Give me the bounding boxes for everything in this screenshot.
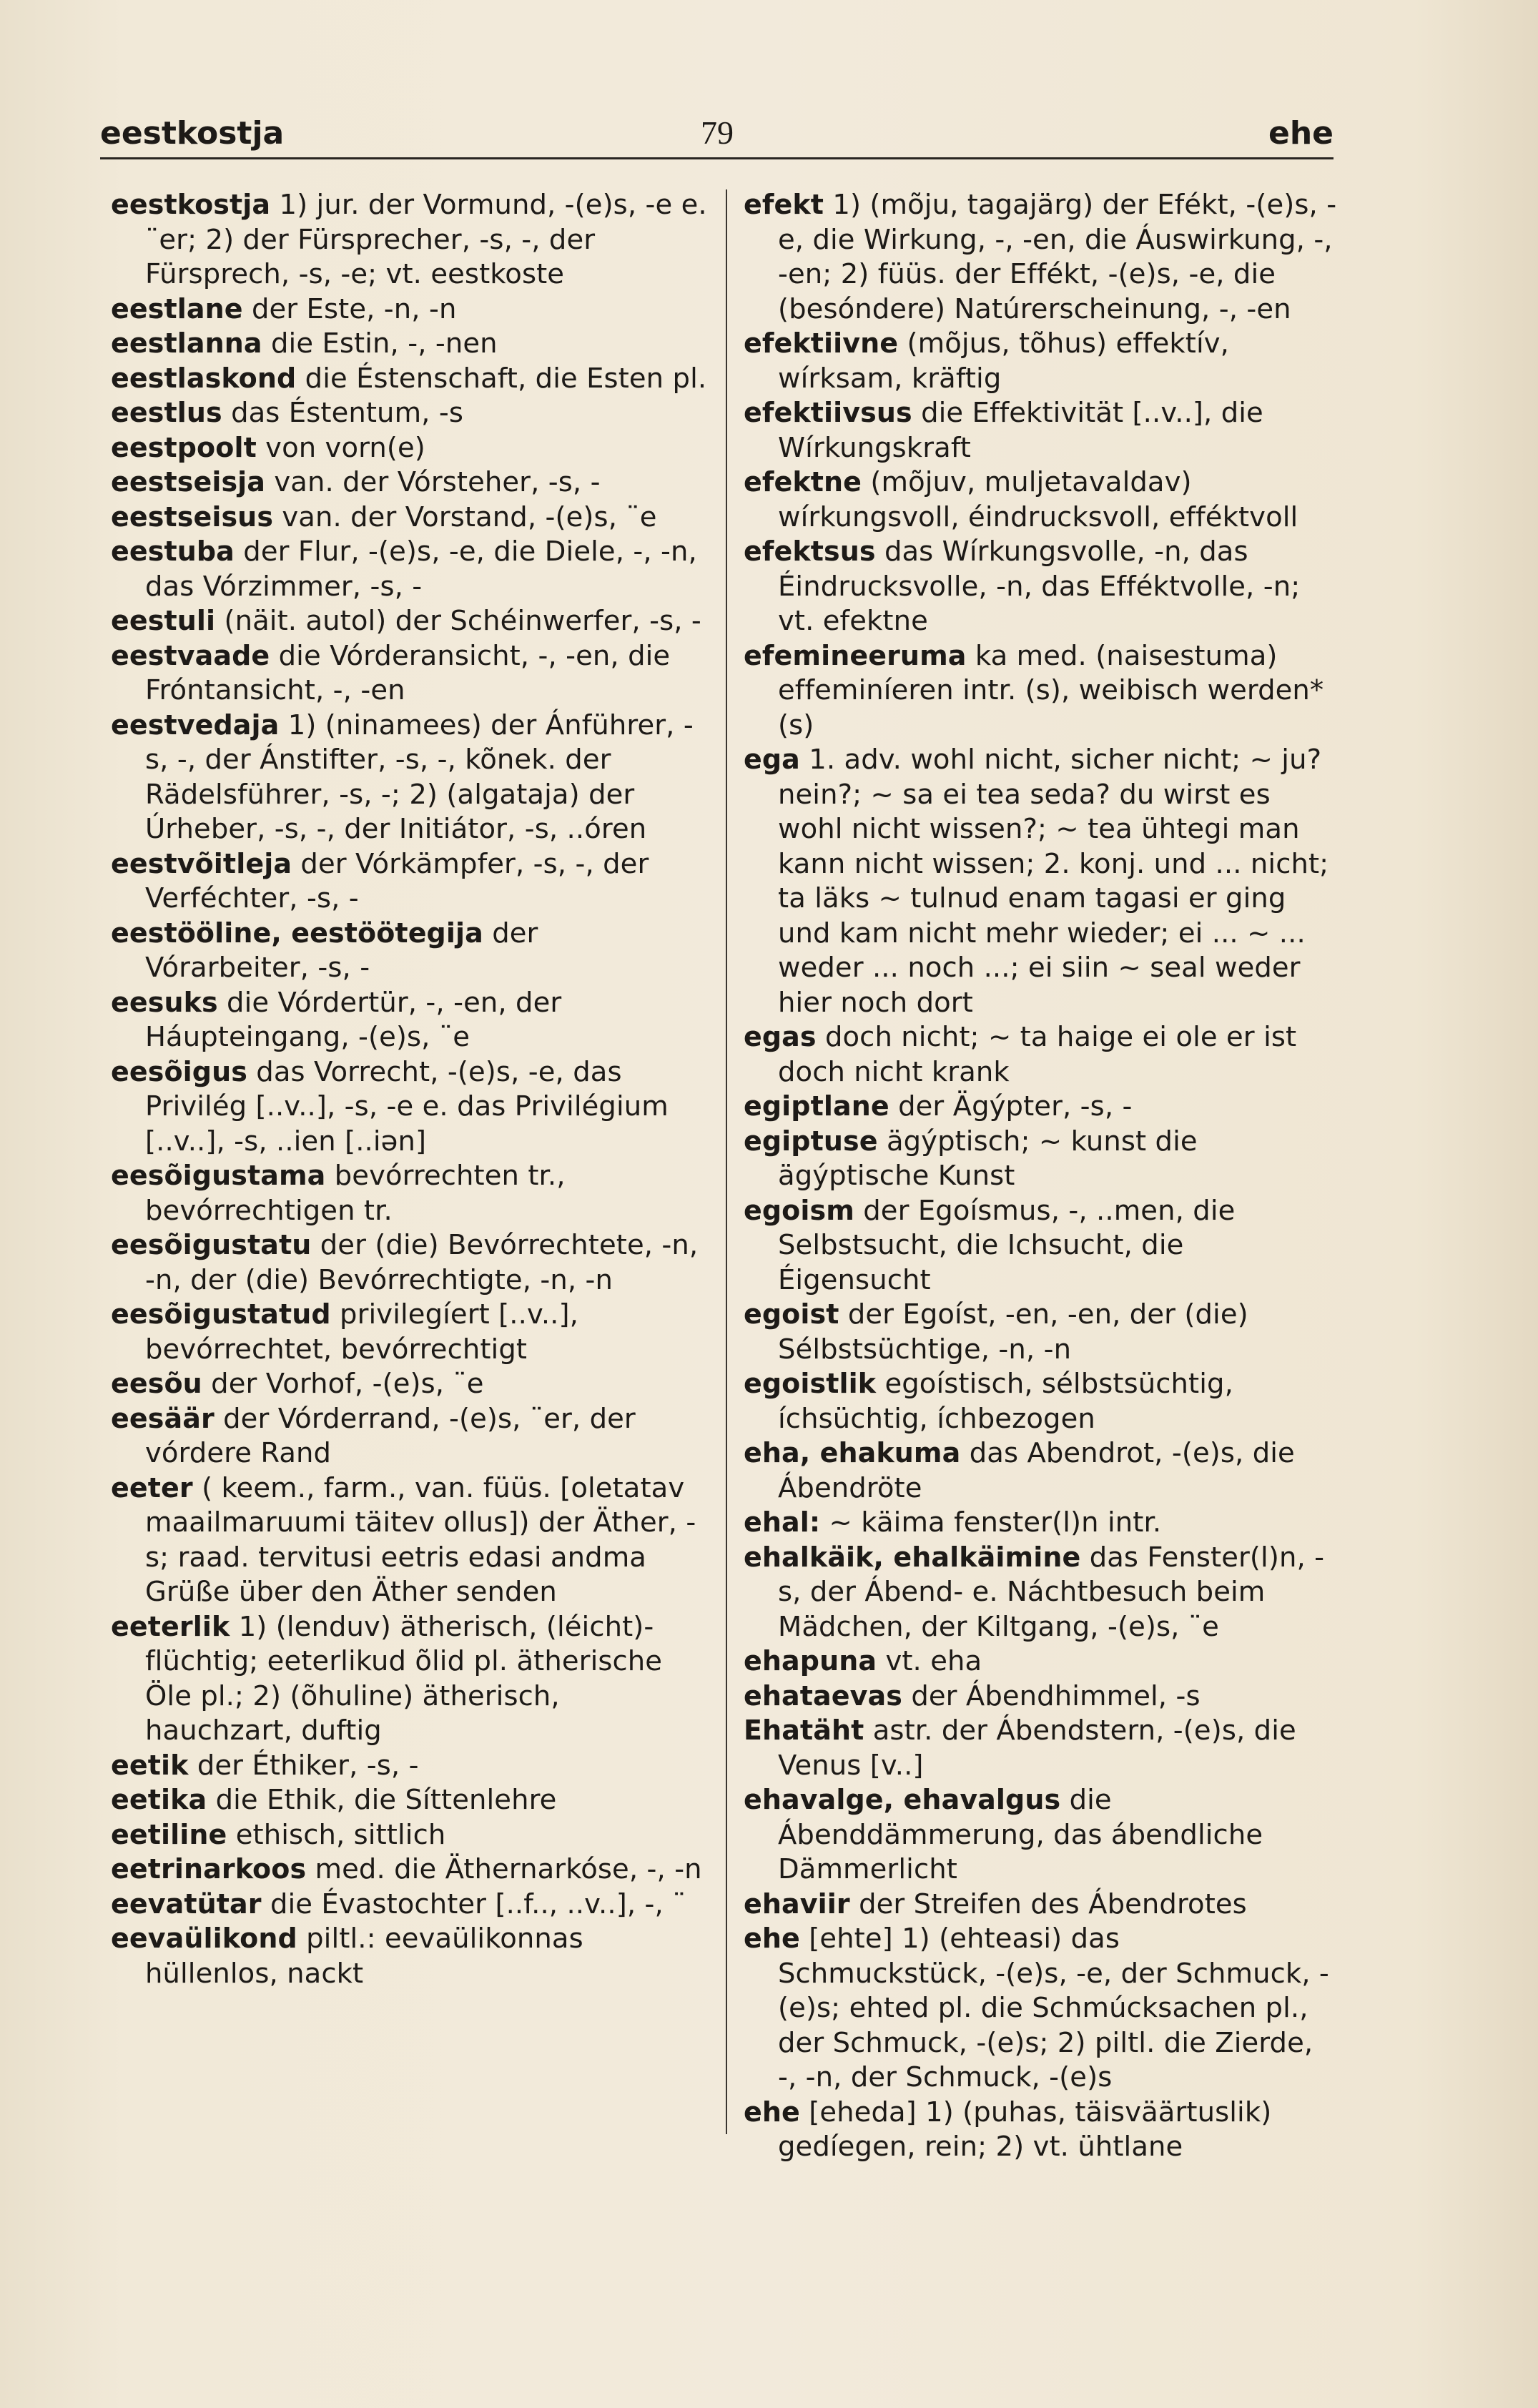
entry-headword: efemineeruma (744, 639, 967, 671)
dictionary-entry (111, 1782, 708, 1817)
entry-headword: ehe (744, 1923, 800, 1954)
entry-definition: piltl.: eevaülikonnas hüllenlos, nackt (145, 1923, 583, 1990)
dictionary-entry (744, 1644, 1337, 1679)
entry-definition: ka med. (naisestuma) effeminíeren intr. (s), weibisch werden* (s) (778, 639, 1324, 741)
entry-headword: ehaviir (744, 1888, 850, 1920)
entry-definition: das Abendrot, -(e)s, die Ábendröte (778, 1437, 1295, 1504)
entry-headword: ehalkäik, ehalkäimine (744, 1541, 1081, 1573)
entry-definition: der Vorhof, -(e)s, ¨e (202, 1368, 484, 1400)
dictionary-entry (111, 1228, 708, 1297)
dictionary-entry (744, 2095, 1337, 2164)
entry-headword: eetika (111, 1784, 207, 1815)
entry-headword: eesuks (111, 986, 218, 1018)
entry-headword: Ehatäht (744, 1714, 864, 1746)
entry-headword: eestvõitleja (111, 847, 292, 879)
entry-definition: [eheda] 1) (puhas, täisväärtuslik) gedíegen, rein; 2) vt. ühtlane (778, 2096, 1272, 2163)
dictionary-entry (744, 187, 1337, 326)
entry-headword: eesõu (111, 1368, 202, 1399)
entry-definition: der Vórderrand, -(e)s, ¨er, der vórdere Rand (145, 1402, 636, 1469)
dictionary-entry (111, 500, 708, 535)
dictionary-entry (744, 1505, 1337, 1540)
entry-headword: ehataevas (744, 1679, 902, 1712)
entry-definition: (mõjus, tõhus) effektív, wírksam, kräftig (778, 327, 1229, 395)
entry-definition: die Ethik, die Síttenlehre (207, 1784, 557, 1816)
entry-definition: der (die) Bevórrechtete, -n, -n, der (die) Bevórrechtigte, -n, -n (145, 1229, 699, 1296)
dictionary-entry (744, 1124, 1337, 1193)
dictionary-entry (111, 1817, 708, 1852)
entry-headword: eestpoolt (111, 431, 257, 463)
entry-definition: die Estin, -, -nen (262, 327, 498, 360)
entry-definition: privilegíert [..v..], bevórrechtet, bevórrechtigt (145, 1298, 578, 1366)
entry-headword: ehal: (744, 1506, 821, 1538)
entry-definition: der Vórarbeiter, -s, - (145, 917, 538, 984)
entry-definition: (mõjuv, muljetavaldav) wírkungsvoll, éindrucksvoll, efféktvoll (778, 466, 1298, 533)
dictionary-entry (744, 1436, 1337, 1505)
entry-definition: ägýptisch; ~ kunst die ägýptische Kunst (778, 1125, 1198, 1192)
entry-definition: 1) (mõju, tagajärg) der Efékt, -(e)s, -e, die Wirkung, -, -en, die Áuswirkung, -, -en; 2) füüs. der Effékt, -(e)s, -e, die (besóndere) Natúrerscheinung, -, -en (778, 189, 1337, 325)
entry-definition: die Ábenddämmerung, das ábendliche Dämmerlicht (778, 1784, 1263, 1885)
entry-definition: das Wírkungsvolle, -n, das Éindrucksvolle, -n, das Efféktvolle, -n; vt. efektne (778, 536, 1301, 637)
dictionary-entry (744, 1366, 1337, 1436)
left-column (111, 187, 708, 1990)
dictionary-entry (744, 1782, 1337, 1887)
entry-definition: die Éstenschaft, die Esten pl. (296, 362, 707, 395)
dictionary-entry (111, 1852, 708, 1887)
entry-definition: vt. eha (877, 1645, 982, 1677)
dictionary-entry (111, 1887, 708, 1922)
entry-headword: ehe (744, 2096, 800, 2128)
entry-definition: van. der Vórsteher, -s, - (265, 466, 601, 498)
header-guide-word-right: ehe (1268, 115, 1334, 152)
entry-headword: efekt (744, 189, 824, 220)
entry-definition: der Streifen des Ábendrotes (849, 1888, 1247, 1920)
entry-definition: der Este, -n, -n (242, 292, 457, 325)
dictionary-entry (744, 395, 1337, 465)
entry-headword: eesõigustatu (111, 1229, 312, 1260)
entry-definition: das Fenster(l)n, -s, der Ábend- e. Náchtbesuch beim Mädchen, der Kiltgang, -(e)s, ¨e (778, 1541, 1325, 1643)
dictionary-entry (111, 638, 708, 708)
entry-headword: eetrinarkoos (111, 1853, 307, 1885)
dictionary-entry (744, 534, 1337, 638)
entry-headword: eestkostja (111, 189, 271, 220)
entry-headword: eestuba (111, 536, 235, 567)
entry-headword: ehapuna (744, 1645, 877, 1677)
entry-definition: die Vórdertür, -, -en, der Háupteingang, -(e)s, ¨e (145, 986, 562, 1053)
dictionary-entry (111, 361, 708, 396)
entry-definition: der Flur, -(e)s, -e, die Diele, -, -n, das Vórzimmer, -s, - (145, 536, 697, 603)
entry-definition: van. der Vorstand, -(e)s, ¨e (273, 500, 657, 533)
dictionary-entry (744, 1679, 1337, 1714)
entry-definition: 1) jur. der Vormund, -(e)s, -e e. ¨er; 2) der Fürsprecher, -s, -, der Fürsprech, -s, -e; vt. eestkoste (145, 189, 707, 290)
dictionary-entry (111, 534, 708, 603)
dictionary-entry (111, 708, 708, 847)
entry-headword: egoistlik (744, 1368, 877, 1399)
dictionary-entry (744, 1193, 1337, 1298)
header-guide-word-left: eestkostja (100, 115, 285, 152)
dictionary-entry (744, 465, 1337, 534)
dictionary-entry (111, 1748, 708, 1783)
dictionary-entry (744, 1089, 1337, 1124)
entry-definition: die Évastochter [..f.., ..v..], -, ¨ (261, 1888, 686, 1920)
entry-headword: eetik (111, 1749, 189, 1781)
dictionary-entry (111, 326, 708, 361)
dictionary-entry (111, 395, 708, 430)
dictionary-entry (744, 1297, 1337, 1366)
entry-definition: die Effektivität [..v..], die Wírkungskraft (778, 397, 1263, 464)
dictionary-entry (111, 985, 708, 1055)
dictionary-entry (744, 326, 1337, 395)
dictionary-entry (744, 1921, 1337, 2095)
dictionary-entry (111, 1921, 708, 1990)
entry-headword: eestlaskond (111, 362, 297, 394)
dictionary-entry (744, 1020, 1337, 1089)
entry-definition: med. die Äthernarkóse, -, -n (306, 1853, 702, 1885)
entry-headword: eestseisus (111, 500, 274, 533)
dictionary-entry (111, 847, 708, 916)
dictionary-entry (111, 1609, 708, 1748)
entry-definition: astr. der Ábendstern, -(e)s, die Venus [v..] (778, 1714, 1296, 1782)
dictionary-entry (111, 465, 708, 500)
entry-definition: doch nicht; ~ ta haige ei ole er ist doch nicht krank (778, 1021, 1297, 1088)
entry-headword: eestööline, eestöötegija (111, 917, 483, 949)
entry-headword: efektne (744, 466, 862, 498)
entry-definition: 1) (ninamees) der Ánführer, -s, -, der Ánstifter, -s, -, kõnek. der Rädelsführer, -s, -; 2) (algataja) der Úrheber, -s, -, der Initiátor, -s, ..óren (145, 709, 694, 845)
entry-headword: ega (744, 744, 800, 775)
entry-definition: der Ábendhimmel, -s (902, 1679, 1201, 1712)
column-divider (726, 189, 727, 2134)
entry-headword: eestvedaja (111, 709, 280, 741)
dictionary-entry (111, 1297, 708, 1366)
entry-definition: von vorn(e) (256, 431, 425, 464)
dictionary-entry (744, 742, 1337, 1020)
dictionary-entry (111, 292, 708, 327)
dictionary-entry (744, 1713, 1337, 1782)
entry-definition: ( keem., farm., van. füüs. [oletatav maailmaruumi täitev ollus]) der Äther, -s; raad. tervitusi eetris edasi andma Grüße über den Äther senden (145, 1471, 696, 1608)
entry-headword: eestlus (111, 397, 222, 428)
entry-headword: egoist (744, 1298, 839, 1330)
entry-headword: egas (744, 1021, 817, 1052)
dictionary-entry (744, 1887, 1337, 1922)
entry-definition: 1) (lenduv) ätherisch, (léicht)-flüchtig; eeterlikud õlid pl. ätherische Öle pl.; 2) (õhuline) ätherisch, hauchzart, duftig (145, 1610, 663, 1747)
entry-headword: efektsus (744, 536, 876, 567)
entry-headword: egiptlane (744, 1090, 889, 1122)
entry-headword: eeter (111, 1471, 193, 1504)
entry-definition: der Ägýpter, -s, - (889, 1090, 1133, 1122)
entry-headword: eeterlik (111, 1610, 230, 1642)
dictionary-entry (744, 1540, 1337, 1644)
dictionary-entry (111, 187, 708, 292)
entry-headword: ehavalge, ehavalgus (744, 1784, 1061, 1815)
page-number: 79 (701, 114, 734, 151)
entry-definition: ~ käima fenster(l)n intr. (820, 1506, 1162, 1539)
entry-headword: eestlanna (111, 327, 262, 359)
entry-headword: eesõigustama (111, 1160, 326, 1191)
entry-headword: egiptuse (744, 1125, 878, 1157)
entry-definition: der Egoíst, -en, -en, der (die) Sélbstsüchtige, -n, -n (778, 1298, 1248, 1366)
entry-headword: eesäär (111, 1402, 215, 1434)
dictionary-entry (111, 1158, 708, 1228)
entry-definition: das Éstentum, -s (222, 397, 463, 429)
dictionary-entry (111, 1055, 708, 1159)
dictionary-entry (111, 1401, 708, 1471)
page-header (100, 107, 1334, 159)
entry-headword: eestseisja (111, 466, 266, 498)
entry-definition: egoístisch, sélbstsüchtig, íchsüchtig, íchbezogen (778, 1368, 1233, 1435)
entry-headword: efektiivsus (744, 397, 912, 428)
entry-definition: die Vórderansicht, -, -en, die Fróntansicht, -, -en (145, 639, 671, 706)
dictionary-entry (744, 638, 1337, 743)
entry-definition: das Vorrecht, -(e)s, -e, das Privilég [..v..], -s, -e e. das Privilégium [..v..], -s, ..ien [..iən] (145, 1055, 669, 1158)
entry-headword: eestlane (111, 292, 243, 325)
dictionary-entry (111, 603, 708, 638)
entry-definition: (näit. autol) der Schéinwerfer, -s, - (215, 605, 701, 637)
entry-headword: eestvaade (111, 639, 270, 671)
entry-definition: der Egoísmus, -, ..men, die Selbstsucht, die Ichsucht, die Éigensucht (778, 1194, 1236, 1296)
entry-headword: eha, ehakuma (744, 1437, 961, 1469)
entry-headword: eevaülikond (111, 1923, 297, 1954)
dictionary-entry (111, 916, 708, 985)
entry-headword: eesõigus (111, 1055, 247, 1087)
entry-definition: 1. adv. wohl nicht, sicher nicht; ~ ju? nein?; ~ sa ei tea seda? du wirst es wohl nicht wissen?; ~ tea ühtegi man kann nicht wissen; 2. konj. und ... nicht; ta läks ~ tulnud enam tagasi er ging und kam nicht mehr wieder; ei ... ~ ... weder ... noch ...; ei siin ~ seal weder hier noch dort (778, 744, 1329, 1019)
entry-headword: eesõigustatud (111, 1298, 331, 1330)
entry-headword: egoism (744, 1194, 854, 1226)
entry-definition: ethisch, sittlich (227, 1818, 446, 1851)
entry-definition: der Vórkämpfer, -s, -, der Verféchter, -s, - (145, 847, 649, 914)
entry-definition: [ehte] 1) (ehteasi) das Schmuckstück, -(e)s, -e, der Schmuck, -(e)s; ehted pl. die Schmúcksachen pl., der Schmuck, -(e)s; 2) piltl. die Zierde, -, -n, der Schmuck, -(e)s (778, 1923, 1329, 2093)
dictionary-entry (111, 1366, 708, 1401)
dictionary-entry (111, 430, 708, 465)
entry-definition: der Éthiker, -s, - (188, 1749, 419, 1782)
entry-headword: eetiline (111, 1818, 227, 1850)
entry-definition: bevórrechten tr., bevórrechtigen tr. (145, 1160, 566, 1227)
entry-headword: eestuli (111, 605, 216, 636)
dictionary-entry (111, 1471, 708, 1609)
entry-headword: efektiivne (744, 327, 899, 359)
right-column (744, 187, 1337, 2164)
entry-headword: eevatütar (111, 1888, 262, 1920)
